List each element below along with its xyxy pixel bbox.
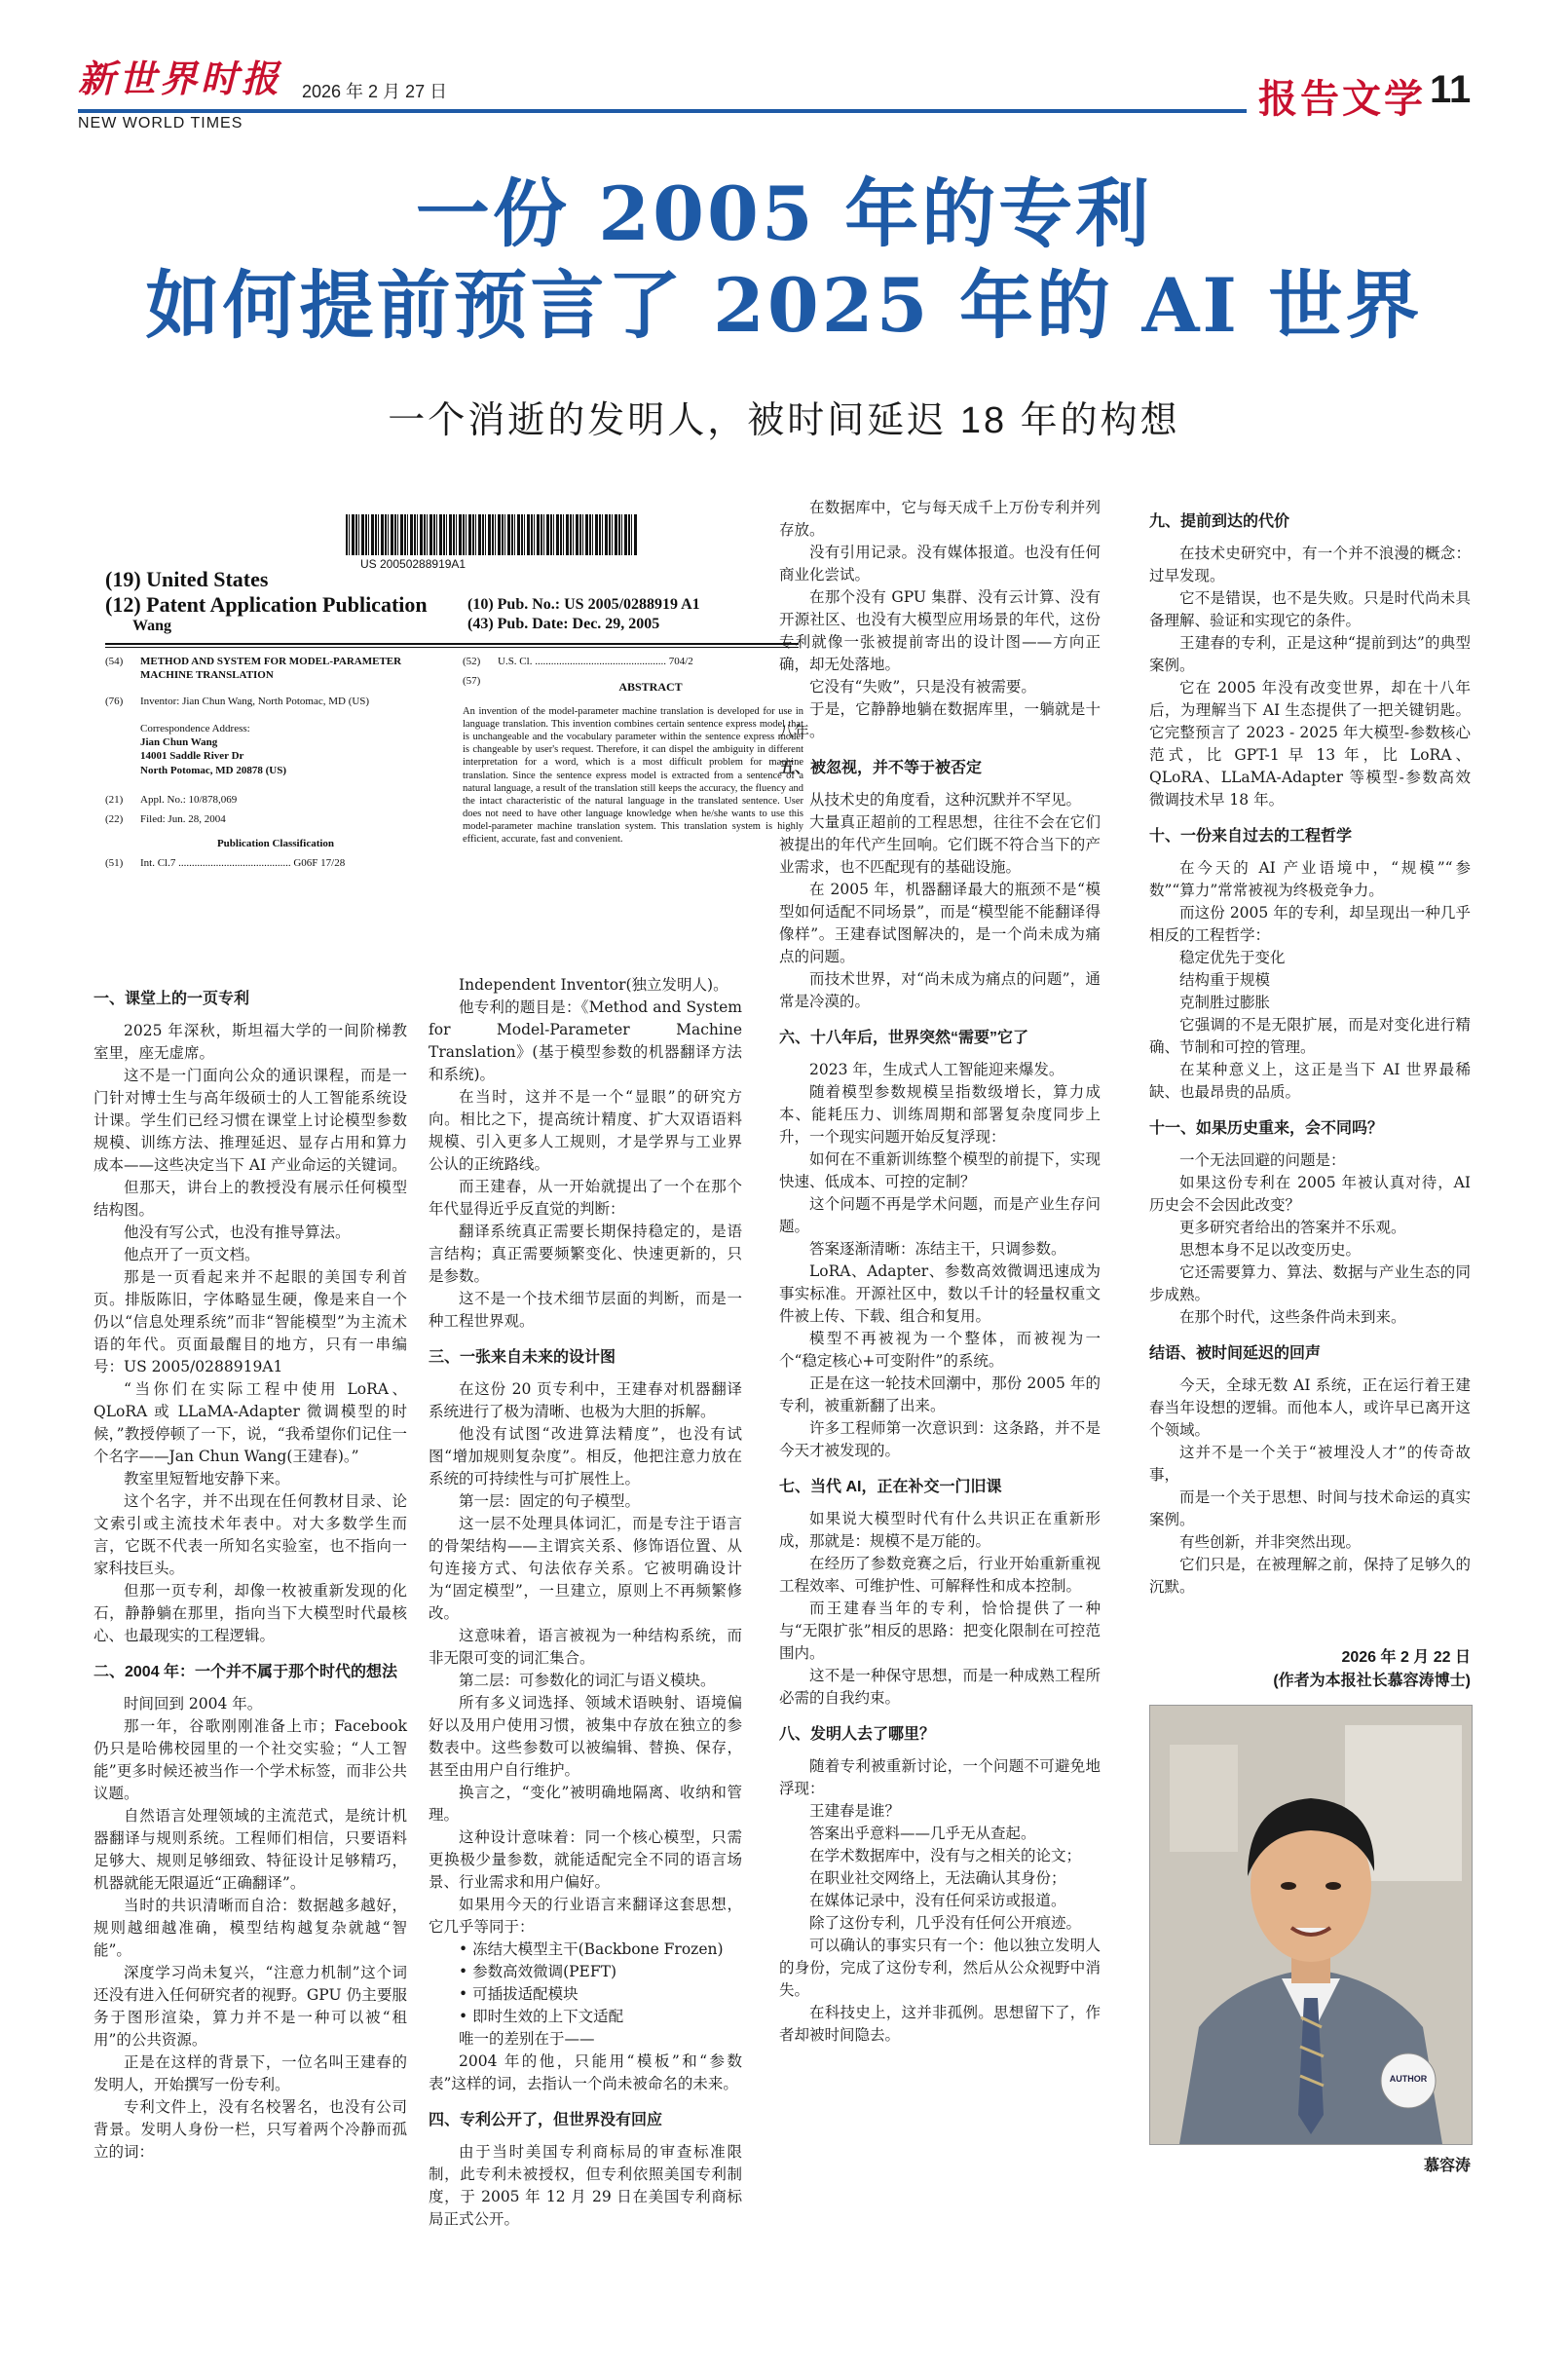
paragraph: 没有引用记录。没有媒体报道。也没有任何商业化尝试。 [779,544,1101,584]
paragraph: 在媒体记录中，没有任何采访或报道。 [809,1892,1066,1909]
paragraph: 而王建春当年的专利，恰恰提供了一种与“无限扩张”相反的思路：把变化限制在可控范围内。 [779,1600,1101,1662]
section-heading: 九、提前到达的代价 [1149,513,1290,530]
paragraph: “当你们在实际工程中使用 LoRA、QLoRA 或 LLaMA-Adapter 微调模型的时候，”教授停顿了一下，说，“我希望你们记住一个名字——Jan Chun Wang(王建春)。” [93,1380,407,1465]
patent-title: METHOD AND SYSTEM FOR MODEL-PARAMETER MACHINE TRANSLATION [140,656,402,682]
paragraph: 翻译系统真正需要长期保持稳定的，是语言结构；真正需要频繁变化、快速更新的，只是参数。 [429,1223,742,1285]
paragraph: Independent Inventor(独立发明人)。 [459,976,728,994]
paragraph: 它还需要算力、算法、数据与产业生态的同步成熟。 [1149,1263,1471,1303]
paragraph: 这个名字，并不出现在任何教材目录、论文索引或主流技术年表中。对大多数学生而言，它既不代表一所知名实验室，也不指向一家科技巨头。 [93,1492,407,1577]
paragraph: 答案逐渐清晰：冻结主干，只调参数。 [809,1240,1066,1258]
paragraph: 模型不再被视为一个整体，而被视为一个“稳定核心+可变附件”的系统。 [779,1330,1101,1370]
paragraph: 而这份 2005 年的专利，却呈现出一种几乎相反的工程哲学： [1149,904,1471,944]
paragraph: 随着模型参数规模呈指数级增长，算力成本、能耗压力、训练周期和部署复杂度同步上升，一个现实问题开始反复浮现： [779,1083,1101,1146]
paragraph: 这一层不处理具体词汇，而是专注于语言的骨架结构——主谓宾关系、修饰语位置、从句连接方式、句法依存关系。它被明确设计为“固定模型”，一旦建立，原则上不再频繁修改。 [429,1515,742,1622]
paragraph: 除了这份专利，几乎没有任何公开痕迹。 [809,1914,1082,1932]
paragraph: 深度学习尚未复兴，“注意力机制”这个词还没有进入任何研究者的视野。GPU 仍主要服务于图形渲染，算力并不是一种可以被“租用”的公共资源。 [93,1964,407,2049]
paragraph: 换言之，“变化”被明确地隔离、收纳和管理。 [429,1784,742,1824]
bullet-item [429,1939,742,1961]
paragraph: 由于当时美国专利商标局的审查标准限制，此专利未被授权，但专利依照美国专利制度，于 2005 年 12 月 29 日在美国专利商标局正式公开。 [429,2143,742,2228]
paragraph: 克制胜过膨胀 [1179,994,1271,1011]
bullet-item [429,1961,742,1983]
paragraph: 王建春的专利，正是这种“提前到达”的典型案例。 [1149,634,1471,674]
paragraph: 时间回到 2004 年。 [124,1695,263,1713]
paragraph: 答案出乎意料——几乎无从查起。 [809,1825,1036,1842]
paragraph: 第二层：可参数化的词汇与语义模块。 [459,1672,716,1689]
section-heading: 六、十八年后，世界突然“需要”它了 [779,1030,1029,1046]
section-title: 报告文学 [1258,78,1426,121]
bullet-icon: • [459,1940,473,1958]
byline-author: (作者为本报社长慕容涛博士) [1273,1673,1471,1689]
masthead-english-name: NEW WORLD TIMES [78,115,243,132]
patent-country: (19) United States [105,567,269,591]
correspondence-name: Jian Chun Wang [140,736,218,749]
bullet-icon: • [459,2008,473,2025]
patent-abstract: An invention of the model-parameter machine translation is developed for use in language translation. This invention combines certain sentence express model that is unchangeable and the vocabulary parameter within the sentence express model is changeable by user's request. Therefore, it can dispel the ambiguity in different interpretation for a word, which is a most difficult problem for machine translation. Since the sentence express model is extracted from a sentence of a natural language, a result of the translation still keeps the accuracy, the fluency and the intact characteristic of the natural language in the translated sentence. User does not need to have other language knowledge when he/she wants to use this model-parameter machine translation system. This translation system is highly efficient, accurate, fast and convenient. [463,705,803,846]
field-code: (57) [463,675,481,688]
field-code: (76) [105,695,124,707]
paragraph: 正是在这样的背景下，一位名叫王建春的发明人，开始撰写一份专利。 [93,2053,407,2093]
masthead-rule [78,109,1247,113]
paragraph: 结构重于规模 [1179,971,1271,989]
section-heading: 八、发明人去了哪里？ [779,1726,936,1743]
paragraph: 2025 年深秋，斯坦福大学的一间阶梯教室里，座无虚席。 [93,1022,407,1062]
patent-inventor-short: Wang [132,618,172,634]
correspondence-label: Correspondence Address: [140,722,250,734]
field-code: (22) [105,813,124,826]
field-code: (54) [105,656,124,667]
paragraph: 许多工程师第一次意识到：这条路，并不是今天才被发现的。 [779,1419,1101,1459]
byline-date: 2026 年 2 月 22 日 [1341,1649,1471,1666]
paragraph: 它们只是，在被理解之前，保持了足够久的沉默。 [1149,1556,1471,1596]
paragraph: 专利文件上，没有名校署名，也没有公司背景。发明人身份一栏，只写着两个冷静而孤立的词： [93,2098,407,2161]
page-number: 11 [1430,68,1472,111]
patent-left-column [105,655,446,876]
paragraph: 他没有写公式，也没有推导算法。 [124,1224,351,1241]
paragraph: 今天，全球无数 AI 系统，正在运行着王建春当年设想的逻辑。而他本人，或许早已离开这个领域。 [1149,1376,1471,1439]
paragraph: 所有多义词选择、领域术语映射、语境偏好以及用户使用习惯，被集中存放在独立的参数表中。这些参数可以被编辑、替换、保存，甚至由用户自行维护。 [429,1694,742,1779]
paragraph: 他专利的题目是：《Method and System for Model-Parameter Machine Translation》(基于模型参数的机器翻译方法和系统)。 [429,998,742,1083]
paragraph: 在那个没有 GPU 集群、没有云计算、没有开源社区、也没有大模型应用场景的年代，这份专利就像一张被提前寄出的设计图——方向正确，却无处落地。 [779,588,1101,673]
paragraph: 如果说大模型时代有什么共识正在重新形成，那就是：规模不是万能的。 [779,1510,1101,1550]
paragraph: 它强调的不是无限扩展，而是对变化进行精确、节制和可控的管理。 [1149,1016,1471,1056]
paragraph: 而技术世界，对“尚未成为痛点的问题”，通常是冷漠的。 [779,970,1101,1010]
paragraph: 这个问题不再是学术问题，而是产业生存问题。 [779,1195,1101,1235]
paragraph: 随着专利被重新讨论，一个问题不可避免地浮现： [779,1757,1101,1797]
patent-front-page-image [97,507,808,953]
paragraph: 于是，它静静地躺在数据库里，一躺就是十八年。 [779,700,1101,740]
subheadline: 一个消逝的发明人，被时间延迟 18 年的构想 [388,400,1180,441]
paragraph: 他点开了一页文档。 [124,1246,260,1263]
patent-int-cl: Int. Cl.7 .......................................... G06F 17/28 [140,856,346,869]
paragraph: 在技术史研究中，有一个并不浪漫的概念：过早发现。 [1149,545,1471,584]
paragraph: 一个无法回避的问题是： [1179,1151,1346,1169]
masthead-logo: 新世界时报 [78,56,283,100]
paragraph: 教室里短暂地安静下来。 [124,1470,290,1487]
section-heading: 三、一张来自未来的设计图 [429,1349,616,1366]
section-heading: 五、被忽视，并不等于被否定 [779,760,983,776]
paragraph: 可以确认的事实只有一个：他以独立发明人的身份，完成了这份专利，然后从公众视野中消失。 [779,1937,1101,1999]
paragraph: 这并不是一个关于“被埋没人才”的传奇故事， [1149,1444,1471,1484]
paragraph: 在职业社交网络上，无法确认其身份； [809,1869,1066,1887]
correspondence-address-1: 14001 Saddle River Dr [140,750,244,763]
paragraph: 在这份 20 页专利中，王建春对机器翻译系统进行了极为清晰、也极为大胆的拆解。 [429,1380,742,1420]
field-code: (51) [105,856,124,869]
paragraph: 如果这份专利在 2005 年被认真对待，AI 历史会不会因此改变？ [1149,1174,1471,1214]
paragraph: 大量真正超前的工程思想，往往不会在它们被提出的年代产生回响。它们既不符合当下的产业需求，也不匹配现有的基础设施。 [779,813,1101,876]
section-heading: 一、课堂上的一页专利 [93,991,250,1007]
paragraph: 在当时，这并不是一个“显眼”的研究方向。相比之下，提高统计精度、扩大双语语料规模、引入更多人工规则，才是学界与工业界公认的正统路线。 [429,1088,742,1173]
section-heading: 七、当代 AI，正在补交一门旧课 [779,1479,1002,1495]
paragraph: 当时的共识清晰而自洽：数据越多越好，规则越细越准确，模型结构越复杂就越“智能”。 [93,1897,407,1959]
paragraph: 这不是一种保守思想，而是一种成熟工程所必需的自我约束。 [779,1667,1101,1707]
paragraph: 但那一页专利，却像一枚被重新发现的化石，静静躺在那里，指向当下大模型时代最核心、也最现实的工程逻辑。 [93,1582,407,1644]
bullet-icon: • [459,1985,473,2003]
paragraph: 唯一的差别在于—— [459,2030,595,2048]
abstract-title: ABSTRACT [618,680,683,695]
paragraph: 在 2005 年，机器翻译最大的瓶颈不是“模型如何适配不同场景”，而是“模型能不能翻译得像样”。王建春试图解决的，是一个尚未成为痛点的问题。 [779,881,1101,965]
paragraph: 稳定优先于变化 [1179,949,1286,966]
paragraph: 在某种意义上，这正是当下 AI 世界最稀缺、也最昂贵的品质。 [1149,1061,1471,1101]
patent-publication-type: (12) Patent Application Publication [105,592,428,617]
paragraph: 如果用今天的行业语言来翻译这套思想，它几乎等同于： [429,1896,742,1936]
patent-filed: Filed: Jun. 28, 2004 [140,813,226,826]
paragraph: 这种设计意味着：同一个核心模型，只需更换极少量参数，就能适配完全不同的语言场景、行业需求和用户偏好。 [429,1828,742,1891]
headline-line-2: 如何提前预言了 2025 年的 AI 世界 [145,262,1423,349]
article-column-4 [1149,497,1471,1599]
section-heading: 二、2004 年：一个并不属于那个时代的想法 [93,1664,398,1680]
paragraph: 他没有试图“改进算法精度”，也没有试图“增加规则复杂度”。相反，他把注意力放在系统的可持续性与可扩展性上。 [429,1425,742,1487]
patent-us-cl: U.S. Cl. ................................................. 704/2 [498,656,693,667]
bullet-text: 参数高效微调(PEFT) [472,1963,617,1980]
paragraph: 那是一页看起来并不起眼的美国专利首页。排版陈旧，字体略显生硬，像是来自一个仍以“信息处理系统”而非“智能模型”为主流术语的年代。页面最醒目的地方，只有一串编号：US 2005/0288919A1 [93,1268,407,1375]
paragraph: 在经历了参数竞赛之后，行业开始重新重视工程效率、可维护性、可解释性和成本控制。 [779,1555,1101,1595]
bullet-icon: • [459,1963,473,1980]
bullet-text: 可插拔适配模块 [472,1985,579,2003]
paragraph: 如何在不重新训练整个模型的前提下，实现快速、低成本、可控的定制？ [779,1150,1101,1190]
paragraph: 而是一个关于思想、时间与技术命运的真实案例。 [1149,1488,1471,1528]
paragraph: 王建春是谁？ [809,1802,901,1820]
paragraph: 它不是错误，也不是失败。只是时代尚未具备理解、验证和实现它的条件。 [1149,589,1471,629]
paragraph: 在数据库中，它与每天成千上万份专利并列存放。 [779,499,1101,539]
paragraph: 从技术史的角度看，这种沉默并不罕见。 [809,791,1082,809]
issue-date: 2026 年 2 月 27 日 [302,82,448,101]
paragraph: 在今天的 AI 产业语境中，“规模”“参数”“算力”常常被视为终极竞争力。 [1149,859,1471,899]
publication-classification: Publication Classification [216,837,335,849]
barcode [346,514,638,555]
byline [1149,1646,1471,1693]
patent-inventor: Inventor: Jian Chun Wang, North Potomac, MD (US) [140,695,370,707]
section-heading: 十、一份来自过去的工程哲学 [1149,828,1353,845]
paragraph: 这意味着，语言被视为一种结构系统，而非无限可变的词汇集合。 [429,1627,742,1667]
section-heading: 十一、如果历史重来，会不同吗？ [1149,1120,1384,1137]
paragraph: 它没有“失败”，只是没有被需要。 [809,678,1036,696]
field-code: (52) [463,656,481,667]
paragraph: 更多研究者给出的答案并不乐观。 [1179,1219,1406,1236]
patent-rule [105,643,799,645]
paragraph: 2004 年的他，只能用“模板”和“参数表”这样的词，去指认一个尚未被命名的未来。 [429,2052,742,2092]
paragraph: 但那天，讲台上的教授没有展示任何模型结构图。 [93,1179,407,1219]
barcode-number: US 20050288919A1 [360,557,467,571]
bullet-item [429,1983,742,2006]
paragraph: 它在 2005 年没有改变世界，却在十八年后，为理解当下 AI 生态提供了一把关键钥匙。它完整预言了 2023 - 2025 年大模型-参数核心范式，比 GPT-1 早 13 年，比 LoRA、QLoRA、LLaMA-Adapter 等模型-参数高效微调技术早 18 年。 [1149,679,1471,809]
patent-pub-date: (43) Pub. Date: Dec. 29, 2005 [467,616,660,632]
patent-appl-no: Appl. No.: 10/878,069 [140,794,238,807]
paragraph: 那一年，谷歌刚刚准备上市；Facebook 仍只是哈佛校园里的一个社交实验；“人工智能”更多时候还被当作一个学术标签，而非公共议题。 [93,1717,407,1802]
paragraph: LoRA、Adapter、参数高效微调迅速成为事实标准。开源社区中，数以千计的轻量权重文件被上传、下载、组合和复用。 [779,1262,1101,1325]
article-column-1 [93,974,407,2164]
paragraph: 在科技史上，这并非孤例。思想留下了，作者却被时间隐去。 [779,2004,1101,2044]
portrait-badge-text: AUTHOR [1389,2074,1428,2084]
section-heading: 结语、被时间延迟的回声 [1149,1345,1322,1362]
paragraph: 这不是一门面向公众的通识课程，而是一门针对博士生与高年级硕士的人工智能系统设计课。学生们已经习惯在课堂上讨论模型参数规模、训练方法、推理延迟、显存占用和算力成本——这些决定当下 AI 产业命运的关键词。 [93,1067,407,1174]
paragraph: 而王建春，从一开始就提出了一个在那个年代显得近乎反直觉的判断： [429,1178,742,1218]
patent-pub-number: (10) Pub. No.: US 2005/0288919 A1 [467,596,700,613]
bullet-text: 冻结大模型主干(Backbone Frozen) [472,1940,724,1958]
paragraph: 有些创新，并非突然出现。 [1179,1533,1362,1551]
paragraph: 自然语言处理领域的主流范式，是统计机器翻译与规则系统。工程师们相信，只要语料足够大、规则足够细致、特征设计足够精巧，机器就能无限逼近“正确翻译”。 [93,1807,407,1892]
article-column-2 [429,974,742,2231]
field-code: (21) [105,794,124,807]
patent-right-column [463,655,803,846]
bullet-item [429,2006,742,2028]
correspondence-address-2: North Potomac, MD 20878 (US) [140,764,286,776]
paragraph: 2023 年，生成式人工智能迎来爆发。 [809,1061,1064,1078]
author-portrait [1149,1705,1473,2145]
paragraph: 在那个时代，这些条件尚未到来。 [1179,1308,1406,1326]
paragraph: 第一层：固定的句子模型。 [459,1492,641,1510]
paragraph: 正是在这一轮技术回潮中，那份 2005 年的专利，被重新翻了出来。 [779,1374,1101,1414]
paragraph: 思想本身不足以改变历史。 [1179,1241,1362,1259]
patent-rule-thin [105,647,799,648]
article-column-3 [779,497,1101,2047]
section-heading: 四、专利公开了，但世界没有回应 [429,2112,663,2128]
bullet-text: 即时生效的上下文适配 [472,2008,624,2025]
headline-line-1: 一份 2005 年的专利 [415,170,1153,257]
photo-caption: 慕容涛 [1423,2158,1471,2174]
paragraph: 在学术数据库中，没有与之相关的论文； [809,1847,1082,1864]
paragraph: 这不是一个技术细节层面的判断，而是一种工程世界观。 [429,1290,742,1330]
